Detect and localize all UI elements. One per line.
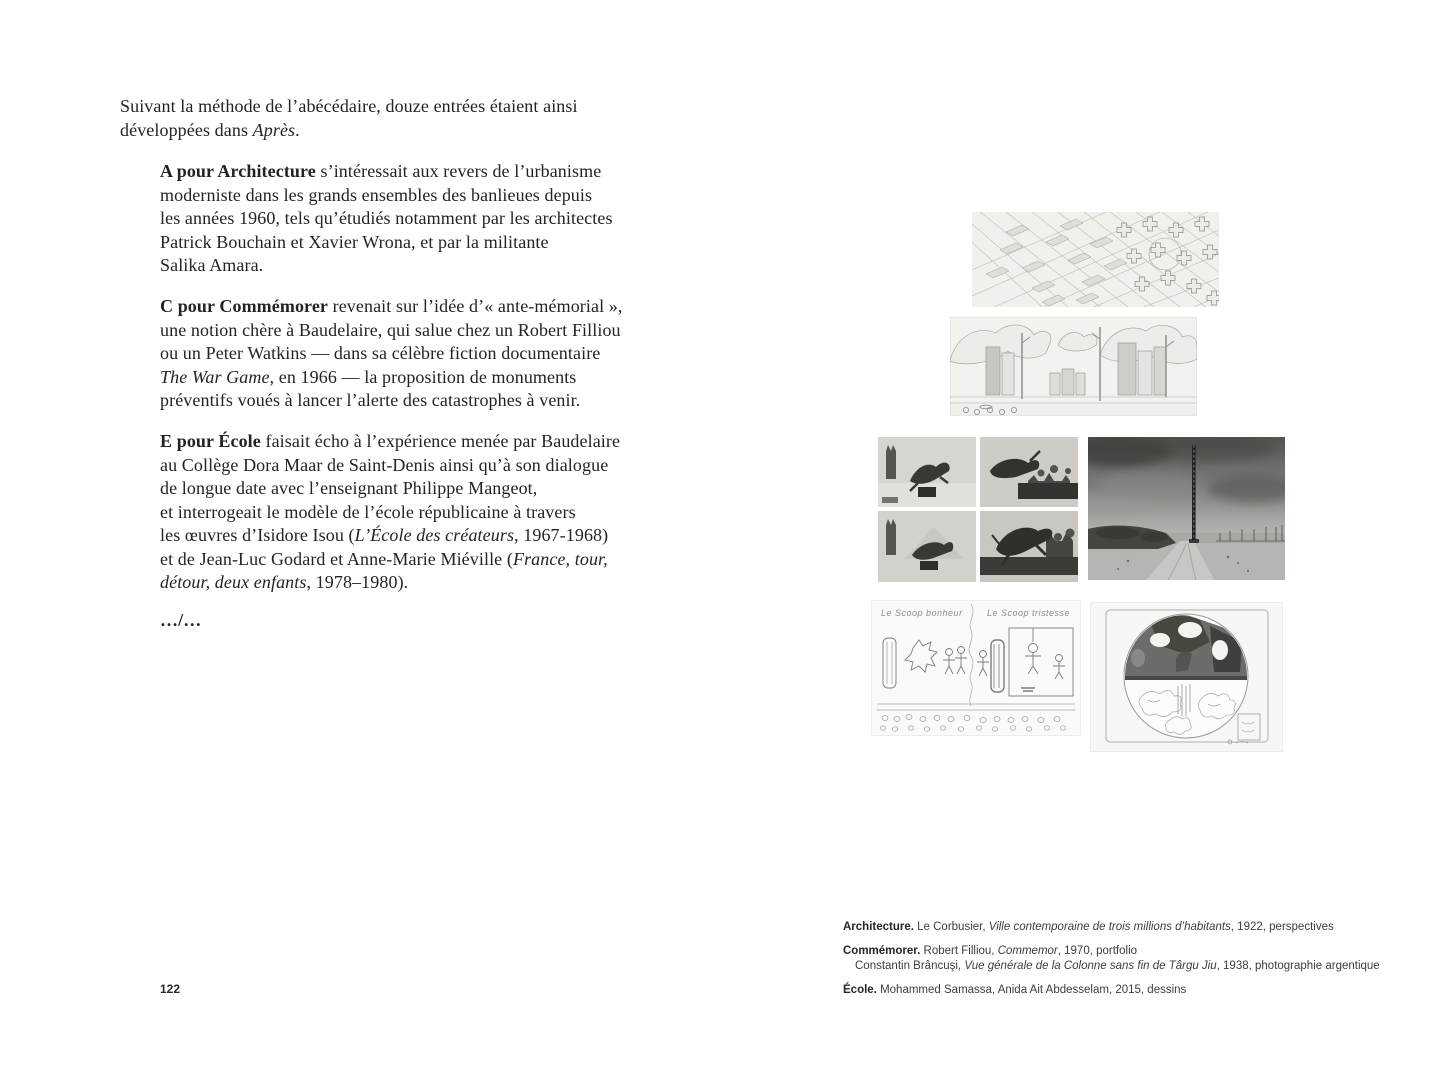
endless-column-photograph (1088, 437, 1285, 580)
monument-photo-grid (878, 437, 1078, 582)
page-number: 122 (160, 982, 181, 996)
entry-architecture-paragraph: A pour Architecture s’intéressait aux revers de l’urbanisme moderniste dans les grands ensembles des banlieues depuis les années 1960, tels qu’étudiés notamment par les architectes Patrick Bouchain et Xavier Wrona, et par la militante Salika Amara. (160, 161, 613, 275)
aerial-city-drawing (972, 212, 1219, 307)
child-drawing-globe (1090, 602, 1283, 752)
drawing-title-right: Le Scoop tristesse (987, 608, 1071, 618)
continuation-mark: …/… (160, 610, 202, 630)
figure-ville-contemporaine-aerial (972, 212, 1219, 307)
intro-paragraph: Suivant la méthode de l’abécédaire, douze entrées étaient ainsi développées dans Après. (120, 96, 578, 140)
figure-ville-contemporaine-perspective (950, 317, 1197, 416)
figure-child-drawing-globe (1090, 602, 1283, 752)
entry-ecole-paragraph: E pour École faisait écho à l’expérience menée par Baudelaire au Collège Dora Maar de Saint-Denis ainsi qu’à son dialogue de longue date avec l’enseignant Philippe Mangeot, et interrogeait le modèle de l’école républicaine à travers les œuvres d’Isidore Isou (L’École des créateurs, 1967-1968) et de Jean-Luc Godard et Anne-Marie Miéville (France, tour, détour, deux enfants, 1978–1980). (160, 431, 621, 592)
caption-architecture: Architecture. Le Corbusier, Ville contemporaine de trois millions d’habitants, 1922, perspectives (843, 921, 1334, 933)
caption-commemorer: Commémorer. Robert Filliou, Commemor, 1970, portfolio Constantin Brâncuşi, Vue générale de la Colonne sans fin de Târgu Jiu, 1938, photographie argentique (843, 945, 1380, 972)
figure-commemor-photo-grid (878, 437, 1078, 582)
child-drawing-figures (871, 600, 1081, 736)
figure-child-drawing-scoop (871, 600, 1081, 736)
street-perspective-drawing (950, 317, 1197, 416)
entry-commemorer-paragraph: C pour Commémorer revenait sur l’idée d’« ante-mémorial », une notion chère à Baudelaire, qui salue chez un Robert Filliou ou un Peter Watkins — dans sa célèbre fiction documentaire The War Game, en 1966 — la proposition de monuments préventifs voués à lancer l’alerte des catastrophes à venir. (160, 296, 623, 410)
captions-block (843, 920, 1403, 998)
figure-endless-column-photo (1088, 437, 1285, 580)
caption-ecole: École. Mohammed Samassa, Anida Ait Abdesselam, 2015, dessins (843, 984, 1187, 996)
drawing-title-left: Le Scoop bonheur (881, 608, 963, 618)
